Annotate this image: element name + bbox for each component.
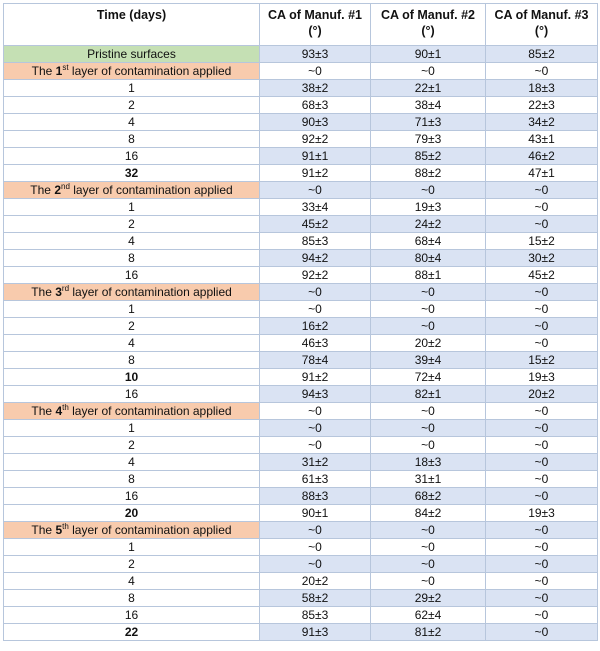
time-cell: 16 [4, 607, 260, 624]
layer-label [4, 284, 260, 301]
value-cell-2: ~0 [371, 420, 486, 437]
layer-ordinal: st [62, 63, 69, 72]
table-row [4, 80, 598, 97]
layer-value-1: ~0 [260, 284, 371, 301]
value-cell-2: 38±4 [371, 97, 486, 114]
table-row [4, 301, 598, 318]
layer-row [4, 284, 598, 301]
header-row [4, 4, 598, 46]
time-cell: 1 [4, 199, 260, 216]
layer-value-3: ~0 [486, 284, 598, 301]
value-cell-2: ~0 [371, 318, 486, 335]
layer-value-2: ~0 [371, 284, 486, 301]
layer-prefix: The [31, 285, 52, 299]
time-cell: 1 [4, 539, 260, 556]
layer-prefix: The [31, 523, 53, 537]
time-cell: 4 [4, 335, 260, 352]
table-row [4, 335, 598, 352]
value-cell-2: 79±3 [371, 131, 486, 148]
time-cell: 2 [4, 216, 260, 233]
time-cell: 8 [4, 471, 260, 488]
value-cell-1: 46±3 [260, 335, 371, 352]
layer-label [4, 522, 260, 539]
value-cell-3: 19±3 [486, 505, 598, 522]
table-row [4, 590, 598, 607]
value-cell-3: 45±2 [486, 267, 598, 284]
time-cell: 4 [4, 454, 260, 471]
table-row [4, 624, 598, 641]
value-cell-1: 92±2 [260, 267, 371, 284]
value-cell-2: 88±2 [371, 165, 486, 182]
value-cell-3: ~0 [486, 471, 598, 488]
table-row [4, 216, 598, 233]
time-cell: 4 [4, 114, 260, 131]
value-cell-3: ~0 [486, 607, 598, 624]
layer-value-3: ~0 [486, 522, 598, 539]
table-row [4, 148, 598, 165]
value-cell-3: ~0 [486, 488, 598, 505]
header-manuf-3: CA of Manuf. #3 (°) [486, 4, 598, 46]
value-cell-2: 68±2 [371, 488, 486, 505]
value-cell-3: ~0 [486, 573, 598, 590]
pristine-row [4, 46, 598, 63]
time-cell: 2 [4, 318, 260, 335]
time-cell: 1 [4, 301, 260, 318]
time-cell: 16 [4, 488, 260, 505]
value-cell-2: 18±3 [371, 454, 486, 471]
layer-row [4, 403, 598, 420]
time-cell: 2 [4, 437, 260, 454]
value-cell-3: 18±3 [486, 80, 598, 97]
value-cell-1: 61±3 [260, 471, 371, 488]
value-cell-1: 58±2 [260, 590, 371, 607]
value-cell-3: 15±2 [486, 352, 598, 369]
layer-label [4, 63, 260, 80]
value-cell-1: 91±3 [260, 624, 371, 641]
value-cell-1: 90±3 [260, 114, 371, 131]
value-cell-1: 88±3 [260, 488, 371, 505]
table-row [4, 352, 598, 369]
time-cell: 8 [4, 250, 260, 267]
value-cell-1: 92±2 [260, 131, 371, 148]
pristine-label: Pristine surfaces [4, 46, 260, 63]
layer-suffix: layer of contamination applied [72, 285, 232, 299]
value-cell-1: 85±3 [260, 233, 371, 250]
value-cell-3: ~0 [486, 437, 598, 454]
time-cell: 8 [4, 352, 260, 369]
layer-value-1: ~0 [260, 63, 371, 80]
layer-value-3: ~0 [486, 63, 598, 80]
layer-value-2: ~0 [371, 522, 486, 539]
layer-value-1: ~0 [260, 403, 371, 420]
value-cell-1: 94±3 [260, 386, 371, 403]
layer-prefix: The [31, 404, 53, 418]
layer-ordinal: th [62, 403, 69, 412]
time-cell: 1 [4, 80, 260, 97]
value-cell-3: 47±1 [486, 165, 598, 182]
table-row [4, 539, 598, 556]
table-row [4, 420, 598, 437]
value-cell-3: 30±2 [486, 250, 598, 267]
layer-row [4, 182, 598, 199]
value-cell-2: 24±2 [371, 216, 486, 233]
value-cell-1: ~0 [260, 437, 371, 454]
value-cell-2: 81±2 [371, 624, 486, 641]
layer-row [4, 63, 598, 80]
value-cell-2: 19±3 [371, 199, 486, 216]
layer-ordinal: nd [61, 182, 70, 191]
value-cell-2: ~0 [371, 437, 486, 454]
time-cell: 8 [4, 590, 260, 607]
layer-suffix: layer of contamination applied [73, 183, 233, 197]
value-cell-1: 91±2 [260, 369, 371, 386]
layer-number: 3 [55, 285, 62, 299]
layer-number: 1 [55, 64, 63, 78]
value-cell-2: 85±2 [371, 148, 486, 165]
layer-value-2: ~0 [371, 403, 486, 420]
table-row [4, 318, 598, 335]
value-cell-3: ~0 [486, 301, 598, 318]
value-cell-2: 68±4 [371, 233, 486, 250]
pristine-value-1: 93±3 [260, 46, 371, 63]
layer-number: 4 [55, 404, 63, 418]
value-cell-1: 45±2 [260, 216, 371, 233]
value-cell-3: 34±2 [486, 114, 598, 131]
value-cell-1: 85±3 [260, 607, 371, 624]
table-row [4, 369, 598, 386]
value-cell-3: 20±2 [486, 386, 598, 403]
value-cell-3: 22±3 [486, 97, 598, 114]
contact-angle-table [3, 3, 598, 641]
layer-label [4, 403, 260, 420]
value-cell-3: ~0 [486, 590, 598, 607]
table-row [4, 556, 598, 573]
time-cell: 4 [4, 573, 260, 590]
value-cell-3: 15±2 [486, 233, 598, 250]
layer-ordinal: rd [61, 284, 70, 293]
time-cell: 2 [4, 556, 260, 573]
table-row [4, 573, 598, 590]
header-manuf-1: CA of Manuf. #1 (°) [260, 4, 371, 46]
table-container [3, 3, 598, 641]
value-cell-1: ~0 [260, 556, 371, 573]
value-cell-2: 62±4 [371, 607, 486, 624]
layer-number: 5 [55, 523, 63, 537]
value-cell-1: 16±2 [260, 318, 371, 335]
table-row [4, 607, 598, 624]
layer-suffix: layer of contamination applied [71, 64, 232, 78]
table-row [4, 454, 598, 471]
value-cell-2: 82±1 [371, 386, 486, 403]
value-cell-3: ~0 [486, 216, 598, 233]
table-row [4, 250, 598, 267]
time-cell: 10 [4, 369, 260, 386]
layer-value-3: ~0 [486, 403, 598, 420]
value-cell-3: ~0 [486, 556, 598, 573]
time-cell: 1 [4, 420, 260, 437]
value-cell-2: 88±1 [371, 267, 486, 284]
table-row [4, 199, 598, 216]
table-row [4, 471, 598, 488]
value-cell-1: 38±2 [260, 80, 371, 97]
layer-prefix: The [31, 64, 53, 78]
time-cell: 16 [4, 148, 260, 165]
layer-value-1: ~0 [260, 182, 371, 199]
layer-value-3: ~0 [486, 182, 598, 199]
value-cell-3: ~0 [486, 199, 598, 216]
table-row [4, 437, 598, 454]
value-cell-2: ~0 [371, 301, 486, 318]
time-cell: 16 [4, 386, 260, 403]
value-cell-3: ~0 [486, 454, 598, 471]
value-cell-1: 31±2 [260, 454, 371, 471]
time-cell: 16 [4, 267, 260, 284]
header-time: Time (days) [4, 4, 260, 46]
value-cell-3: 43±1 [486, 131, 598, 148]
table-row [4, 488, 598, 505]
time-cell: 20 [4, 505, 260, 522]
layer-value-2: ~0 [371, 182, 486, 199]
layer-row [4, 522, 598, 539]
value-cell-2: ~0 [371, 573, 486, 590]
layer-label [4, 182, 260, 199]
value-cell-2: 72±4 [371, 369, 486, 386]
value-cell-2: 84±2 [371, 505, 486, 522]
time-cell: 22 [4, 624, 260, 641]
value-cell-3: 46±2 [486, 148, 598, 165]
time-cell: 2 [4, 97, 260, 114]
table-row [4, 114, 598, 131]
pristine-value-3: 85±2 [486, 46, 598, 63]
pristine-value-2: 90±1 [371, 46, 486, 63]
table-row [4, 505, 598, 522]
layer-suffix: layer of contamination applied [72, 404, 232, 418]
table-row [4, 97, 598, 114]
value-cell-3: 19±3 [486, 369, 598, 386]
header-manuf-2: CA of Manuf. #2 (°) [371, 4, 486, 46]
value-cell-2: 39±4 [371, 352, 486, 369]
value-cell-3: ~0 [486, 420, 598, 437]
table-row [4, 131, 598, 148]
value-cell-1: 91±1 [260, 148, 371, 165]
value-cell-2: 22±1 [371, 80, 486, 97]
layer-prefix: The [30, 183, 51, 197]
value-cell-2: 71±3 [371, 114, 486, 131]
table-row [4, 386, 598, 403]
value-cell-1: 91±2 [260, 165, 371, 182]
value-cell-1: ~0 [260, 420, 371, 437]
value-cell-2: 29±2 [371, 590, 486, 607]
value-cell-1: ~0 [260, 301, 371, 318]
layer-value-2: ~0 [371, 63, 486, 80]
table-row [4, 267, 598, 284]
layer-number: 2 [54, 183, 62, 197]
value-cell-3: ~0 [486, 335, 598, 352]
table-row [4, 233, 598, 250]
layer-ordinal: th [62, 522, 69, 531]
layer-suffix: layer of contamination applied [72, 523, 232, 537]
time-cell: 4 [4, 233, 260, 250]
value-cell-1: 90±1 [260, 505, 371, 522]
value-cell-2: ~0 [371, 539, 486, 556]
value-cell-2: ~0 [371, 556, 486, 573]
value-cell-2: 20±2 [371, 335, 486, 352]
time-cell: 32 [4, 165, 260, 182]
value-cell-1: 33±4 [260, 199, 371, 216]
value-cell-3: ~0 [486, 624, 598, 641]
value-cell-3: ~0 [486, 539, 598, 556]
time-cell: 8 [4, 131, 260, 148]
value-cell-1: 20±2 [260, 573, 371, 590]
value-cell-2: 80±4 [371, 250, 486, 267]
value-cell-1: 68±3 [260, 97, 371, 114]
layer-value-1: ~0 [260, 522, 371, 539]
value-cell-2: 31±1 [371, 471, 486, 488]
value-cell-1: 78±4 [260, 352, 371, 369]
table-row [4, 165, 598, 182]
value-cell-1: 94±2 [260, 250, 371, 267]
value-cell-3: ~0 [486, 318, 598, 335]
value-cell-1: ~0 [260, 539, 371, 556]
